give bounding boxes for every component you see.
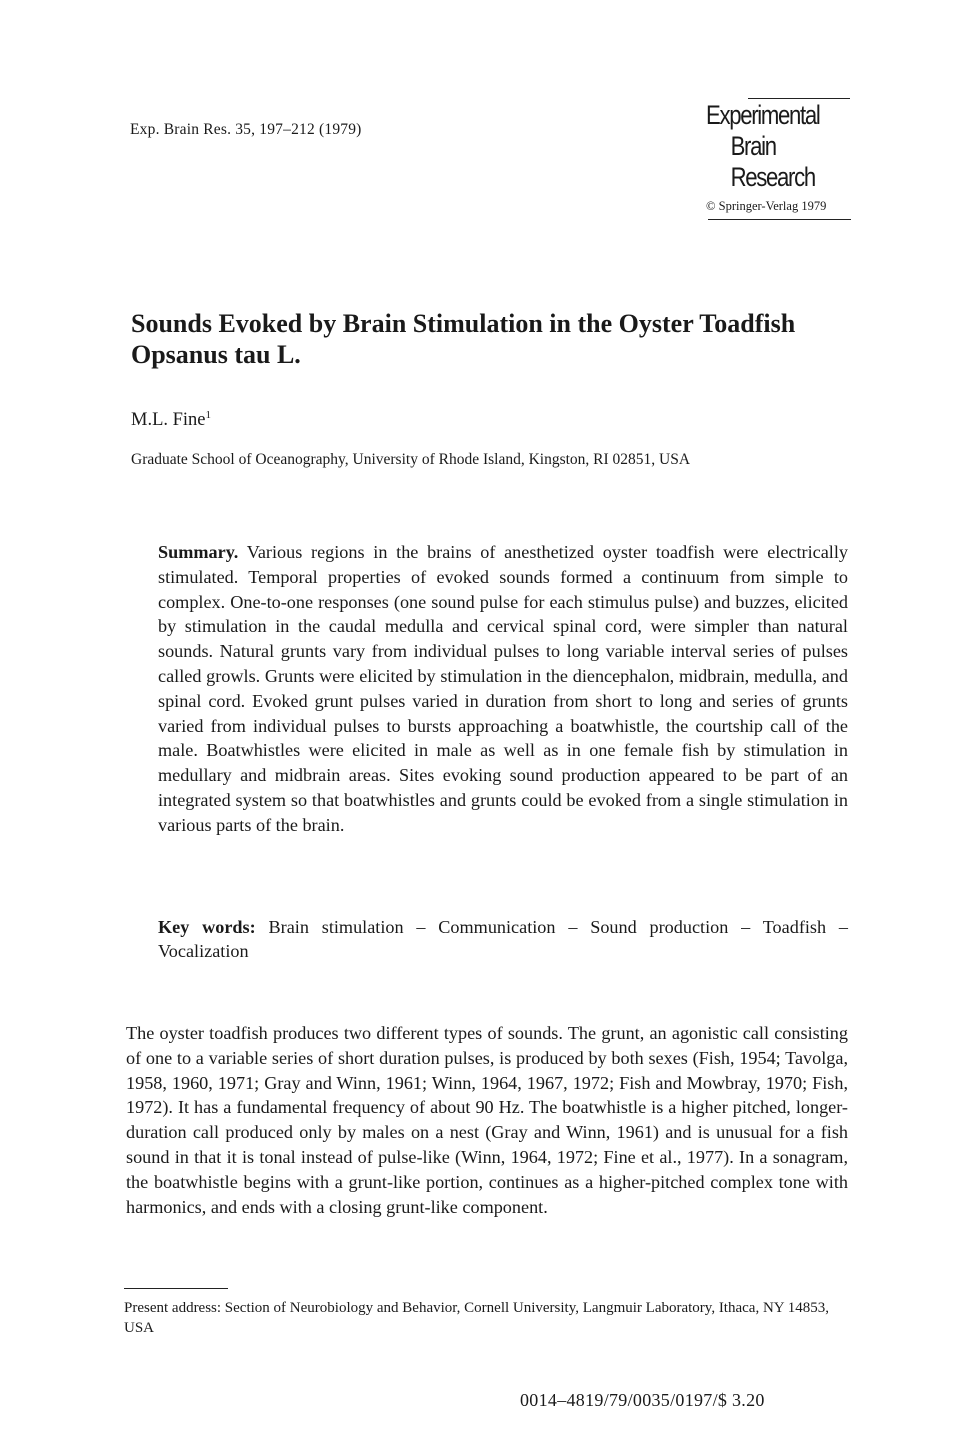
article-code: 0014–4819/79/0035/0197/$ 3.20 <box>520 1390 765 1410</box>
journal-name-line3: Research <box>730 162 815 192</box>
copyright-notice: © Springer-Verlag 1979 <box>706 199 827 213</box>
author-footnote-mark: 1 <box>205 408 212 421</box>
keywords-text: Brain stimulation – Communication – Sound production – Toadfish – Vocalization <box>158 917 849 961</box>
author-line <box>131 410 211 431</box>
summary-paragraph <box>158 540 848 838</box>
summary-label: Summary. <box>158 542 239 562</box>
keywords-label: Key words: <box>158 917 256 937</box>
footnote-divider <box>124 1288 228 1289</box>
summary-text: Various regions in the brains of anesthetized oyster toadfish were electrically stimulated. Temporal properties of evoked sounds formed a continuum from simple to complex. One-to-one responses (one sound pulse for each stimulus pulse) and buzzes, elicited by stimulation in the caudal medulla and cervical spinal cord, were simpler than natural sounds. Natural grunts vary from individual pulses to long variable interval series of pulses called growls. Grunts were elicited by stimulation in the diencephalon, midbrain, medulla, and spinal cord. Evoked grunt pulses varied in duration from short to long and series of grunts varied from individual pulses to bursts approaching a boatwhistle, the courtship call of the male. Boatwhistles were elicited in male as well as in one female fish by stimulation in medullary and midbrain areas. Sites evoking sound production appeared to be part of an integrated system so that boatwhistles and grunts could be evoked from a single stimulation in various parts of the brain. <box>158 542 848 835</box>
masthead-top-rule <box>748 98 850 99</box>
footnote-text: Present address: Section of Neurobiology and Behavior, Cornell University, Langmuir Laboratory, Ithaca, NY 14853, USA <box>124 1300 830 1336</box>
body-paragraph: The oyster toadfish produces two different types of sounds. The grunt, an agonistic call consisting of one to a variable series of short duration pulses, is produced by both sexes (Fish, 1954; Tavolga, 1958, 1960, 1971; Gray and Winn, 1961; Winn, 1964, 1967, 1972; Fish and Mowbray, 1970; Fish, 1972). It has a fundamental frequency of about 90 Hz. The boatwhistle is a higher pitched, longer-duration call produced only by males on a nest (Gray and Winn, 1961) and is unusual for a fish sound in that it is tonal instead of pulse-like (Winn, 1964, 1972; Fine et al., 1977). In a sonagram, the boatwhistle begins with a grunt-like portion, continues as a higher-pitched complex tone with harmonics, and ends with a closing grunt-like component. <box>126 1023 848 1217</box>
keywords-paragraph <box>158 915 848 963</box>
masthead-bottom-rule <box>708 219 851 220</box>
journal-citation: Exp. Brain Res. 35, 197–212 (1979) <box>130 121 362 138</box>
journal-name-line2: Brain <box>730 131 776 161</box>
journal-name <box>706 100 819 193</box>
journal-name-line1: Experimental <box>706 100 820 130</box>
author-affiliation: Graduate School of Oceanography, University of Rhode Island, Kingston, RI 02851, USA <box>131 451 691 468</box>
article-title: Sounds Evoked by Brain Stimulation in the Oyster Toadfish Opsanus tau L. <box>131 309 796 369</box>
author-name: M.L. Fine <box>131 410 206 430</box>
